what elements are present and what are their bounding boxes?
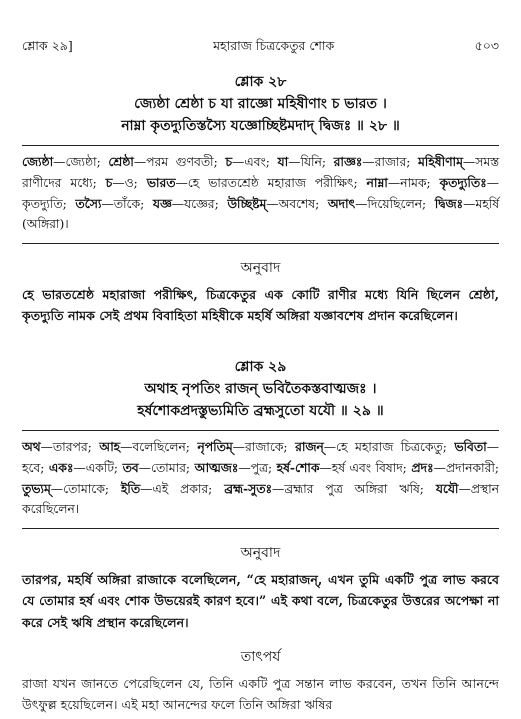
page-number: ৫০৩ xyxy=(474,38,499,53)
divider xyxy=(22,430,499,431)
synonym-word: তস্যৈ xyxy=(75,196,102,212)
verse-29-translation: তারপর, মহর্ষি অঙ্গিরা রাজাকে বলেছিলেন, “হে মহারাজন্, এখন তুমি একটি পুত্র লাভ করবে যে তোমার হর্ষ এবং শোক উভয়েরই কারণ হবে।” এই কথা বলে, চিত্রকেতুর উত্তরের অপেক্ষা না করে সেই ঋষি প্রস্থান করেছিলেন। xyxy=(22,571,499,630)
divider xyxy=(22,528,499,529)
synonym-word: তব xyxy=(122,460,139,476)
synonym-meaning: —যজ্ঞের; xyxy=(171,197,228,212)
synonym-meaning: —বলেছিলেন; xyxy=(120,440,198,455)
synonym-word: চ xyxy=(225,154,232,170)
synonym-meaning: —রাজার; xyxy=(362,155,418,170)
synonym-word: হর্ষ-শোক xyxy=(276,460,320,476)
synonym-word: দ্বিজঃ xyxy=(434,196,464,212)
synonym-word: আত্মজঃ xyxy=(194,460,239,476)
synonym-meaning: —ব্রহ্মার পুত্র অঙ্গিরা ঋষি; xyxy=(272,482,436,496)
synonym-meaning: —যিনি; xyxy=(288,155,334,170)
synonym-meaning: —হে মহারাজ চিত্রকেতু; xyxy=(323,440,455,455)
synonym-word: রাজন্ xyxy=(295,439,324,455)
synonym-word: ভবিতা xyxy=(454,439,487,455)
purport-title: তাৎপর্য xyxy=(240,649,281,666)
verse-29-title: শ্লোক ২৯ xyxy=(234,358,287,375)
running-header xyxy=(22,0,499,58)
synonym-meaning: —একটি; xyxy=(73,461,123,476)
synonym-word: চ xyxy=(105,175,113,191)
synonym-meaning: —এই প্রকার; xyxy=(140,482,225,496)
synonym-meaning: —তাঁকে; xyxy=(101,197,153,212)
synonym-word: প্রদঃ xyxy=(411,460,434,476)
synonym-word: যজ্ঞ xyxy=(152,196,172,212)
synonym-meaning: —সমস্ত রাণীদের মধ্যে; xyxy=(22,155,500,191)
synonym-word: কৃতদ্যুতিঃ xyxy=(439,175,487,191)
verse-28-synonyms xyxy=(22,152,499,235)
synonym-meaning: —রাজাকে; xyxy=(232,440,296,455)
synonym-meaning: —তোমাকে; xyxy=(50,482,121,496)
verse-28-translation-title: অনুবাদ xyxy=(240,260,281,276)
synonym-meaning: —প্রদানকারী; xyxy=(433,461,499,476)
synonym-meaning: —হবে; xyxy=(22,440,499,476)
synonym-word: রাজ্ঞঃ xyxy=(333,154,363,170)
synonym-meaning: —নামক; xyxy=(387,176,440,191)
synonym-word: যা xyxy=(277,154,289,170)
synonym-meaning: —জ্যেষ্ঠা; xyxy=(53,155,109,170)
synonym-word: উচ্ছিষ্টম্ xyxy=(227,196,267,212)
synonym-word: নাম্না xyxy=(366,175,388,191)
synonym-word: একঃ xyxy=(48,460,74,476)
synonym-meaning: —হর্ষ এবং বিষাদ; xyxy=(319,461,412,476)
verse-29-translation-title: অনুবাদ xyxy=(240,544,281,561)
verse-29-synonyms xyxy=(22,437,499,520)
synonym-word: অথ xyxy=(22,439,41,455)
divider xyxy=(22,243,499,244)
synonym-meaning: —দিয়েছিলেন; xyxy=(355,197,435,212)
synonym-meaning: —তারপর; xyxy=(40,440,100,455)
synonym-meaning: —মহর্ষি (অঙ্গিরা)। xyxy=(22,197,499,232)
verse-28-line-2: নাম্না কৃতদ্যুতিস্তস্যৈ যজ্ঞোচ্ছিষ্টমদাদ্ দ্বিজঃ ॥ ২৮ ॥ xyxy=(121,117,400,134)
synonym-meaning: —এবং; xyxy=(231,155,278,170)
header-verse-ref: শ্লোক ২৯] xyxy=(22,38,73,53)
verse-28-translation: হে ভারতশ্রেষ্ঠ মহারাজা পরীক্ষিৎ, চিত্রকেতুর এক কোটি রাণীর মধ্যে যিনি ছিলেন শ্রেষ্ঠা, কৃতদ্যুতি নামক সেই প্রথম বিবাহিতা মহিষীকে মহর্ষি অঙ্গিরা যজ্ঞাবশেষ প্রদান করেছিলেন। xyxy=(22,287,499,324)
verse-29-line-1: অথাহ নৃপতিং রাজন্ ভবিতৈকস্তবাত্মজঃ । xyxy=(144,380,377,397)
synonym-word: জ্যেষ্ঠা xyxy=(22,154,54,170)
header-chapter-title: মহারাজ চিত্রকেতুর শোক xyxy=(213,38,335,53)
synonym-word: ব্রহ্ম-সুতঃ xyxy=(224,481,273,496)
synonym-meaning: —কৃতদ্যুতি; xyxy=(22,176,499,212)
synonym-word: শ্রেষ্ঠা xyxy=(108,154,134,170)
synonym-word: মহিষীণাম্ xyxy=(417,154,463,170)
synonym-word: যযৌ xyxy=(435,481,459,496)
synonym-meaning: —পরম গুণবতী; xyxy=(133,155,226,170)
synonym-meaning: —ও; xyxy=(112,176,147,191)
verse-28-title: শ্লোক ২৮ xyxy=(234,74,287,90)
purport-text: রাজা যখন জানতে পেরেছিলেন যে, তিনি একটি পুত্র সন্তান লাভ করবেন, তখন তিনি আনন্দে উৎফুল্ল হয়েছিলেন। এই মহা আনন্দের ফলে তিনি অঙ্গিরা ঋষির xyxy=(22,676,499,713)
synonym-meaning: —হে ভারতশ্রেষ্ঠ মহারাজ পরীক্ষিৎ; xyxy=(175,176,367,191)
synonym-meaning: —তোমার; xyxy=(138,461,195,476)
verse-29-line-2: হর্ষশোকপ্রদস্তুভ্যমিতি ব্রহ্মসুতো যযৌ ॥ ২৯ ॥ xyxy=(137,402,384,419)
synonym-word: তুভ্যম্ xyxy=(22,481,51,496)
synonym-meaning: —অবশেষ; xyxy=(266,197,328,212)
divider xyxy=(22,145,499,146)
synonym-word: ইতি xyxy=(120,481,141,496)
synonym-word: ভারত xyxy=(146,175,176,191)
synonym-word: আহ xyxy=(99,439,121,455)
synonym-word: অদাৎ xyxy=(327,196,356,212)
synonym-word: নৃপতিম্ xyxy=(197,439,233,455)
synonym-meaning: —প্রস্থান করেছিলেন। xyxy=(22,482,499,516)
verse-28-line-1: জ্যেষ্ঠা শ্রেষ্ঠা চ যা রাজ্ঞো মহিষীণাং চ ভারত । xyxy=(134,96,387,112)
synonym-meaning: —পুত্র; xyxy=(238,461,277,476)
